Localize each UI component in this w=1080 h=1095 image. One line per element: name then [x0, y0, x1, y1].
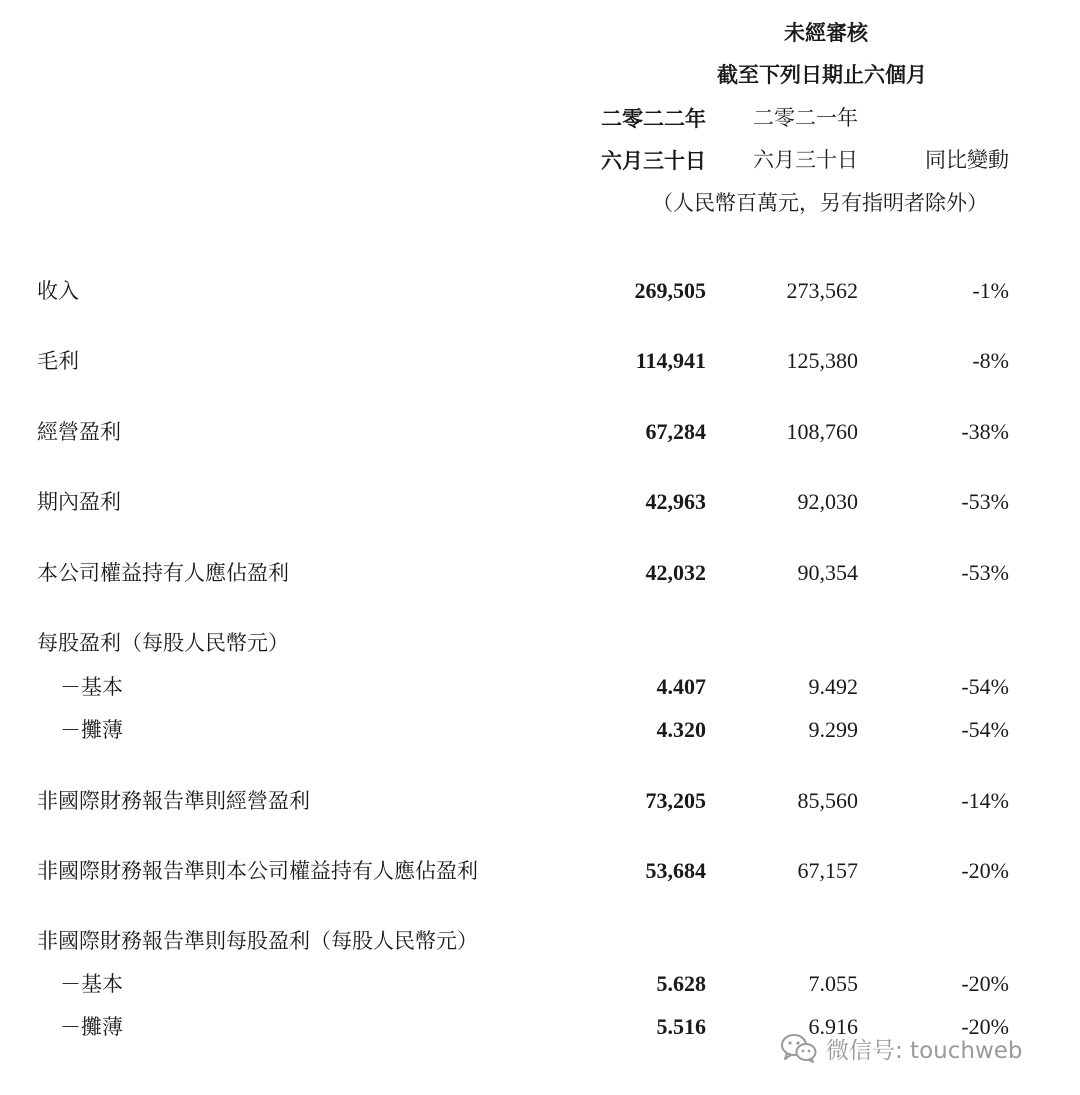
- value-2022: 73,205: [645, 788, 706, 813]
- row-label: －基本: [60, 972, 123, 996]
- yoy-change: -14%: [961, 788, 1009, 813]
- table-row: [0, 786, 1080, 816]
- yoy-change: -8%: [972, 348, 1009, 373]
- value-2022: 42,963: [645, 489, 706, 514]
- value-2022: 4.320: [656, 717, 706, 742]
- section-label: 每股盈利（每股人民幣元）: [37, 631, 289, 655]
- row-label: －攤薄: [60, 718, 123, 742]
- date-2021-heading: 六月三十日: [753, 148, 858, 172]
- year-2021-heading: 二零二一年: [753, 106, 858, 130]
- row-label: 收入: [37, 279, 79, 303]
- row-label: 經營盈利: [37, 420, 121, 444]
- section-row: [0, 628, 1080, 658]
- yoy-change: -1%: [972, 278, 1009, 303]
- row-label: 非國際財務報告準則經營盈利: [37, 789, 310, 813]
- value-2022: 269,505: [634, 278, 706, 303]
- unaudited-heading: 未經審核: [784, 20, 868, 45]
- value-2021: 125,380: [786, 348, 858, 373]
- value-2021: 90,354: [797, 560, 858, 585]
- value-2022: 4.407: [656, 674, 706, 699]
- table-row: [0, 969, 1080, 999]
- table-row: [0, 417, 1080, 447]
- yoy-change: -54%: [961, 717, 1009, 742]
- yoy-change: -38%: [961, 419, 1009, 444]
- section-row: [0, 926, 1080, 956]
- value-2021: 6.916: [808, 1014, 858, 1039]
- value-2021: 67,157: [797, 858, 858, 883]
- value-2022: 53,684: [645, 858, 706, 883]
- value-2021: 9.492: [808, 674, 858, 699]
- wechat-icon: [780, 1032, 818, 1064]
- year-2022-heading: 二零二二年: [601, 106, 706, 131]
- value-2022: 114,941: [635, 348, 706, 373]
- table-row: [0, 487, 1080, 517]
- section-label: 非國際財務報告準則每股盈利（每股人民幣元）: [37, 929, 478, 953]
- period-heading: 截至下列日期止六個月: [717, 62, 927, 87]
- value-2021: 92,030: [797, 489, 858, 514]
- row-label: 本公司權益持有人應佔盈利: [37, 561, 289, 585]
- value-2021: 273,562: [786, 278, 858, 303]
- value-2021: 108,760: [786, 419, 858, 444]
- table-row: [0, 558, 1080, 588]
- yoy-change: -53%: [961, 489, 1009, 514]
- yoy-change: -53%: [961, 560, 1009, 585]
- table-row: [0, 672, 1080, 702]
- row-label: －基本: [60, 675, 123, 699]
- table-row: [0, 346, 1080, 376]
- yoy-change: -20%: [961, 1014, 1009, 1039]
- table-row: [0, 715, 1080, 745]
- table-row: [0, 276, 1080, 306]
- row-label: －攤薄: [60, 1015, 123, 1039]
- value-2022: 42,032: [645, 560, 706, 585]
- row-label: 毛利: [37, 349, 79, 373]
- yoy-change-heading: 同比變動: [925, 148, 1009, 172]
- value-2021: 9.299: [808, 717, 858, 742]
- row-label: 期內盈利: [37, 490, 121, 514]
- date-2022-heading: 六月三十日: [601, 148, 706, 173]
- yoy-change: -20%: [961, 971, 1009, 996]
- value-2022: 5.628: [656, 971, 706, 996]
- row-label: 非國際財務報告準則本公司權益持有人應佔盈利: [37, 859, 478, 883]
- watermark: [780, 1030, 1023, 1066]
- watermark-text: 微信号: touchweb: [826, 1037, 1023, 1064]
- value-2022: 5.516: [656, 1014, 706, 1039]
- yoy-change: -20%: [961, 858, 1009, 883]
- table-row: [0, 856, 1080, 886]
- value-2022: 67,284: [645, 419, 706, 444]
- value-2021: 7.055: [808, 971, 858, 996]
- unit-note: （人民幣百萬元，另有指明者除外）: [652, 191, 988, 215]
- yoy-change: -54%: [961, 674, 1009, 699]
- value-2021: 85,560: [797, 788, 858, 813]
